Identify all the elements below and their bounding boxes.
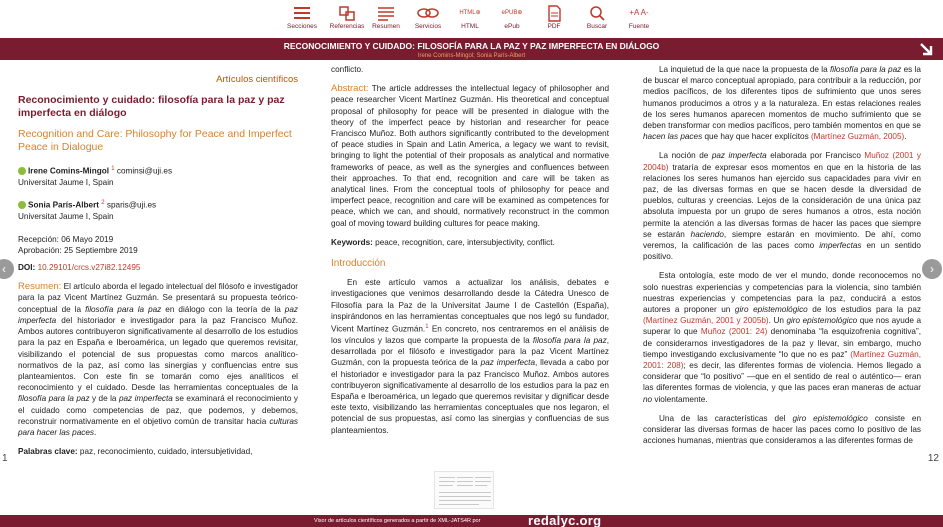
- text: se examinará el reconocimiento y el cuidado como competencias de paz, que podemos, y debemos, reconstruir normativamente en el objetivo común de transitar hacia: [18, 394, 298, 426]
- toolbar-pdf[interactable]: [530, 4, 578, 36]
- article-authors: Irene Comins-Mingol; Sonia París-Albert: [417, 53, 526, 59]
- previous-page-button[interactable]: ‹: [0, 259, 14, 279]
- text: , siempre estarán en movimiento. De ahí, como veremos, la calificación de las paces como: [643, 229, 921, 251]
- abstract-paragraph: [331, 83, 609, 229]
- section-heading: Introducción: [331, 258, 386, 270]
- text: filosofía para la paz: [830, 65, 902, 74]
- text: de los estudios para la paz: [807, 305, 921, 315]
- toolbar-sections[interactable]: [278, 4, 326, 36]
- text: denominaba “la esquizofrenia cognitiva”, de considerarnos investigadores de la paz y llevar, sin embargo, mucho tiempo investigando exclusivamente “lo que no es paz”: [643, 327, 921, 359]
- author-block: [18, 198, 298, 222]
- body-paragraph: [643, 150, 921, 262]
- toolbar-epub[interactable]: [488, 4, 536, 36]
- search-icon: [586, 4, 608, 22]
- title-english: Recognition and Care: Philosophy for Peace and Imperfect Peace in Dialogue: [18, 128, 292, 154]
- keywords-label: Keywords:: [331, 237, 373, 247]
- toolbar-label: PDF: [547, 23, 561, 30]
- text: en un sentido positivo.: [643, 241, 921, 262]
- text: filosofía para la paz: [18, 394, 90, 404]
- author-name: Irene Comins-Mingol: [28, 166, 109, 176]
- author-email[interactable]: cominsi@uji.es: [116, 166, 173, 176]
- text: En este artículo vamos a actualizar los análisis, debates e investigaciones que venimos desarrollando desde la Cátedra Unesco de Filosofía para la Paz de la Universitat Jaume I de Castellón (España), inspirándonos en las herramientas conceptuales que nos legó su fundador, Vicent Martínez Guzmán.: [331, 278, 609, 334]
- pdf-icon: [543, 4, 565, 22]
- doi-label: DOI:: [18, 263, 36, 273]
- text: que nos ayude a superar lo que: [643, 316, 921, 337]
- article-title-bar: [0, 38, 943, 60]
- body-paragraph: [643, 64, 921, 142]
- text: filosofía para la paz: [85, 304, 162, 314]
- epub-icon: ePUB⊕: [501, 10, 523, 16]
- toolbar-summary[interactable]: [362, 4, 410, 36]
- text: paz imperfecta: [480, 358, 535, 368]
- text: . Un: [768, 316, 787, 326]
- abstract-text: The article addresses the intellectual legacy of philosopher and peace researcher Vicent Martínez Guzmán. His theoretical and conceptual proposal of philosophy for peace will be presented in dialogue with the theory of the imperfect peace by historian and researcher for peace Francisco Muñoz. Both authors significantly contributed to the development of peace studies in Spain and Latin America, a legacy we want to revisit, bringing to light the potential of their proposals as analytical and normative frameworks of peace, as well as the synergies and confluences between their approaches. To that end, recognition and care will be taken as analytical lines. From the conceptual tools of philosophy for peace and imperfect peace, recognition and care will be examined as competences for peace, which we can, and should, normatively reconstruct in the common goal of moving toward building cultures for peace making.: [331, 84, 609, 228]
- text: paz imperfecta: [118, 394, 173, 404]
- orcid-icon[interactable]: [18, 167, 26, 175]
- citation-link[interactable]: (Martínez Guzmán, 2005): [810, 132, 905, 142]
- keywords-list: paz, reconocimiento, cuidado, intersubjetividad,: [77, 447, 253, 457]
- toolbar-label: ePub: [504, 23, 520, 30]
- text: paz imperfecta: [18, 304, 298, 325]
- text: violentamente.: [652, 394, 708, 404]
- orcid-icon[interactable]: [18, 201, 26, 209]
- text: , llevada a cabo por el historiador e investigador para la paz Francisco Muñoz. Ambos autores contribuyeron significativamente al desarrollo de los estudios para la paz en España e Iberoamérica, un legado que queremos revisitar y dignificar desde este texto, visibilizando las herramientas conceptuales que nos legaron, el potencial de sus propuestas, así como las sinergias y confluencias de sus planteamientos.: [331, 358, 610, 435]
- text: en diálogo con la teoría de la: [161, 304, 285, 314]
- text: trataría de expresar esos momentos en que en la historia de las relaciones los seres humanos han ejercido sus capacidades para vivir en paz, de las diversas formas en que se hacen desde la diversidad de pueblos, culturas y creencias. Lejos de la consideración de una única paz absoluta impuesta por un grupo de seres humanos a otros, esta noción permite la atención a las diversas formas de hacer las paces que siempre se estarán: [643, 162, 921, 239]
- summary-icon: [375, 4, 397, 22]
- author-affiliation: Universitat Jaume I, Spain: [18, 211, 114, 221]
- references-icon: [336, 4, 358, 22]
- text: no: [643, 394, 653, 404]
- keywords-en: [331, 237, 609, 248]
- abstract-label: Abstract:: [331, 83, 369, 95]
- toolbar-services[interactable]: [404, 4, 452, 36]
- text: giro epistemológico: [734, 305, 808, 315]
- column-middle: [331, 64, 609, 436]
- dates-block: [18, 234, 298, 256]
- toolbar-label: HTML: [461, 23, 479, 30]
- toolbar: [0, 0, 943, 38]
- body-paragraph: [331, 277, 609, 436]
- section-kicker: Artículos científicos: [216, 74, 298, 85]
- sections-icon: [291, 4, 313, 22]
- text: del historiador e investigador para la paz Francisco Muñoz. Ambos autores contribuyeron significativamente al desarrollo de los estudios para la paz en España e Iberoamérica, un legado que queremos revisitar, visibilizando el potencial de sus propuestas como marcos analítico-normativos de la paz, así como las sinergias y confluencias entre sus planteamientos. Con este fin se tomarán como ejes analíticos el reconocimiento y el cuidado. Desde las herramientas conceptuales de la: [18, 315, 298, 393]
- text: giro epistemológico: [786, 316, 858, 326]
- text: hacen las paces: [643, 132, 703, 142]
- toolbar-label: Resumen: [372, 23, 400, 30]
- text: es la de buscar el marco conceptual apropiado, para contribuir a la reducción, por medios pacíficos, de los diferentes tipos de sufrimiento que unos seres humanos producimos a otros y a la naturaleza. En estas relaciones reales de los seres humanos aparecen momentos de mucho sufrimiento que se deben transformar con medios pacíficos, pero también momentos en que se: [643, 65, 921, 131]
- toolbar-label: Fuente: [628, 23, 650, 30]
- doi-line: [18, 262, 298, 273]
- author-email[interactable]: sparis@uji.es: [106, 200, 157, 210]
- text: culturas para hacer las paces: [18, 416, 298, 437]
- citation-link[interactable]: (Martínez Guzmán, 2001: 208): [643, 349, 921, 371]
- toolbar-html[interactable]: [446, 4, 494, 36]
- keywords-list: peace, recognition, care, intersubjectivity, conflict.: [372, 237, 555, 247]
- doi-link[interactable]: 10.29101/crcs.v27i82.12495: [37, 263, 141, 273]
- text: ; es decir, las diferentes formas de violencia. Hemos llegado a considerar que “lo positivo” —que en el sentido de real o auténtico— eran las diferentes formas de violencia, y que las paces eran maneras de actuar: [643, 361, 921, 393]
- page-number-left: 1: [2, 453, 8, 464]
- thumbnail-strip: [0, 467, 943, 515]
- approved-date: Aprobación: 25 Septiembre 2019: [18, 245, 138, 255]
- keywords-label: Palabras clave:: [18, 447, 78, 457]
- text: Una de las características del: [659, 413, 793, 423]
- text: Esta ontología, este modo de ver el mundo, donde reconocemos no solo nuestras experiencias y competencias para la violencia, sino también nuestras experiencias y competencias para la paz, conducirá a estos autores a proponer un: [643, 271, 921, 315]
- expand-arrow-icon[interactable]: [919, 42, 933, 56]
- text: giro epistemológico: [792, 413, 868, 423]
- font-size-icon: +A A-: [629, 8, 649, 17]
- toolbar-label: Servicios: [414, 23, 442, 30]
- text: .: [904, 132, 907, 142]
- column-right: [643, 64, 921, 447]
- citation-link[interactable]: Muñoz (2001 y 2004b): [643, 151, 922, 172]
- text: La noción de: [659, 151, 712, 161]
- toolbar-search[interactable]: [573, 4, 621, 36]
- text: paz imperfecta: [711, 151, 767, 161]
- text-fragment: conflicto.: [331, 65, 364, 74]
- footnote-ref[interactable]: 1: [425, 324, 429, 331]
- received-date: Recepción: 06 Mayo 2019: [18, 234, 114, 244]
- text: En concreto, nos centraremos en el análisis de los vínculos y lazos que comparte la propuesta de la: [331, 324, 609, 345]
- resumen-paragraph: [18, 281, 298, 438]
- text: .: [94, 427, 97, 437]
- author-affiliation: Universitat Jaume I, Spain: [18, 177, 114, 187]
- citation-link[interactable]: Muñoz (2001: 24): [700, 327, 768, 337]
- body-paragraph: [643, 413, 921, 447]
- text: , desarrollada por el filósofo e investigador para la paz Vicent Martínez Guzmán, con la propuesta teórica de la: [331, 336, 609, 368]
- column-left: [18, 64, 298, 457]
- services-icon: [415, 4, 441, 22]
- toolbar-label: Buscar: [586, 23, 608, 30]
- toolbar-font[interactable]: [615, 4, 663, 36]
- next-page-button[interactable]: ›: [922, 259, 942, 279]
- author-name: Sonia París-Albert: [28, 200, 99, 210]
- toolbar-label: Referencias: [329, 23, 365, 30]
- footer-text: Visor de artículos científicos generados a partir de XML-JATS4R por: [314, 518, 481, 524]
- title-spanish: Reconocimiento y cuidado: filosofía para la paz y paz imperfecta en diálogo: [18, 94, 285, 120]
- text: que hay que hacer explícitos: [702, 132, 811, 142]
- page-number-right: 12: [927, 453, 939, 464]
- redalyc-logo[interactable]: redalyc.org: [528, 513, 602, 527]
- html-icon: HTML⊕: [459, 10, 481, 16]
- text: imperfectas: [819, 241, 862, 251]
- body-paragraph: [643, 270, 921, 404]
- keywords-es: [18, 446, 298, 457]
- page-thumbnail[interactable]: [434, 471, 494, 509]
- text: El artículo aborda el legado intelectual del filósofo e investigador para la paz Vicent Martínez Guzmán. Se presentará su propuesta teórico-conceptual de la: [18, 282, 298, 314]
- text: filosofía para la paz: [532, 336, 607, 345]
- author-footnote-ref[interactable]: 2: [101, 199, 105, 206]
- article-title: RECONOCIMIENTO Y CUIDADO: FILOSOFÍA PARA LA PAZ Y PAZ IMPERFECTA EN DIÁLOGO: [283, 41, 660, 51]
- citation-link[interactable]: (Martínez Guzmán, 2001 y 2005b): [643, 316, 769, 326]
- resumen-label: Resumen:: [18, 281, 62, 293]
- footer: [0, 515, 943, 527]
- author-block: [18, 164, 298, 188]
- toolbar-label: Secciones: [287, 23, 317, 30]
- text: y de la: [89, 394, 119, 404]
- author-footnote-ref[interactable]: 1: [111, 166, 115, 173]
- text: consiste en considerar las diversas formas de hacer las paces como lo positivo de las acciones humanas, mientras que consideramos a las diferentes formas de: [643, 413, 922, 446]
- text: haciendo: [690, 229, 724, 239]
- text: elaborada por Francisco: [766, 151, 865, 161]
- text: La inquietud de la que nace la propuesta de la: [659, 65, 831, 74]
